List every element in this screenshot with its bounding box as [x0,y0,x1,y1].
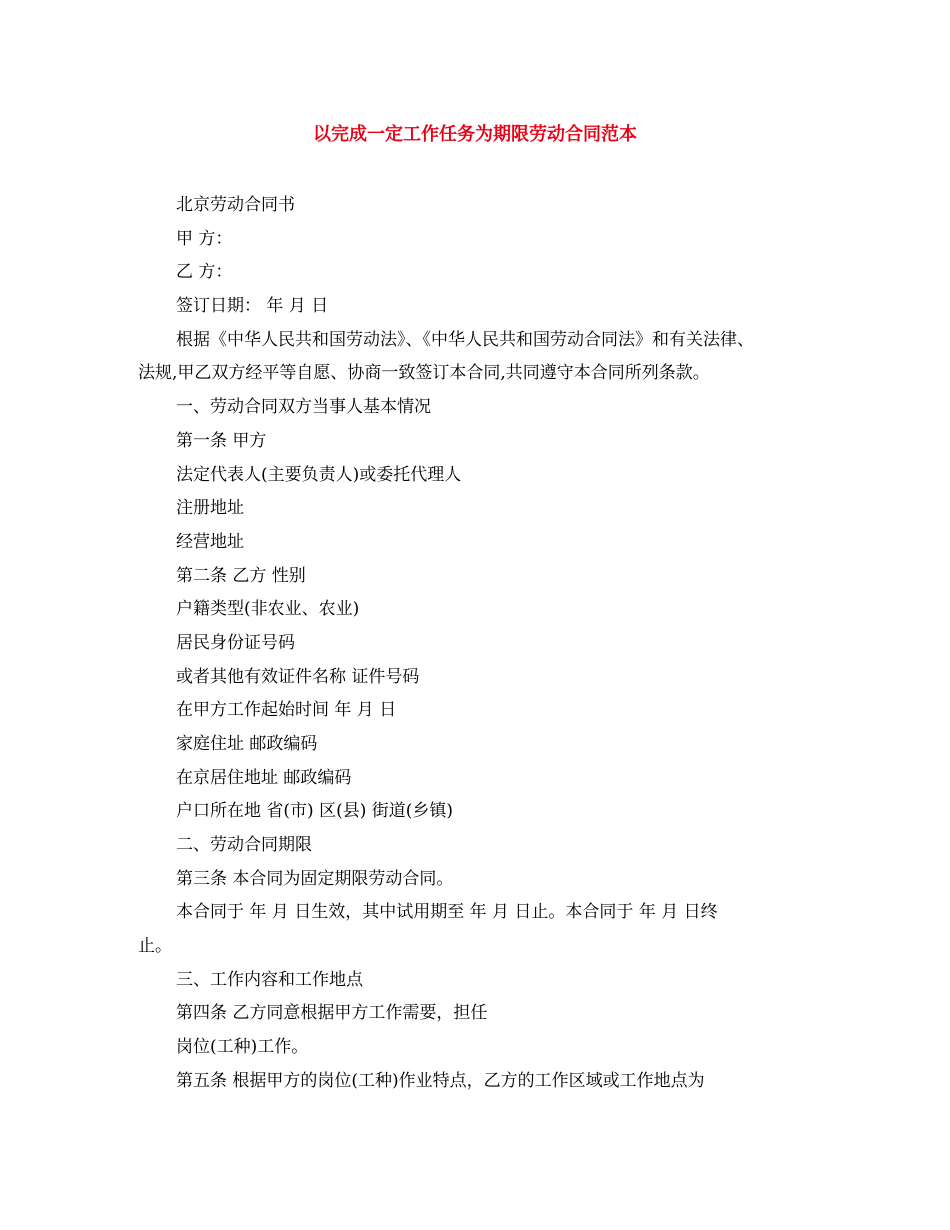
line-home-address: 家庭住址 邮政编码 [176,734,318,754]
line-contract-term-1: 本合同于 年 月 日生效，其中试用期至 年 月 日止。本合同于 年 月 日终 [176,902,718,922]
line-other-id: 或者其他有效证件名称 证件号码 [176,667,420,687]
line-hukou-location: 户口所在地 省(市) 区(县) 街道(乡镇) [176,801,454,821]
line-section-1-heading: 一、劳动合同双方当事人基本情况 [176,397,431,417]
line-article-2: 第二条 乙方 性别 [176,566,306,586]
line-registered-address: 注册地址 [176,498,244,518]
line-contract-term-2: 止。 [138,936,172,956]
line-article-5: 第五条 根据甲方的岗位(工种)作业特点，乙方的工作区域或工作地点为 [176,1071,705,1091]
line-sign-date: 签订日期： 年 月 日 [176,296,329,316]
line-beijing-address: 在京居住地址 邮政编码 [176,768,352,788]
line-preamble-1: 根据《中华人民共和国劳动法》、《中华人民共和国劳动合同法》和有关法律、 [176,330,754,350]
line-section-3-heading: 三、工作内容和工作地点 [176,970,363,990]
line-id-number: 居民身份证号码 [176,633,295,653]
line-preamble-2: 法规,甲乙双方经平等自愿、协商一致签订本合同,共同遵守本合同所列条款。 [138,363,710,383]
line-article-4: 第四条 乙方同意根据甲方工作需要，担任 [176,1003,488,1023]
line-section-2-heading: 二、劳动合同期限 [176,835,312,855]
line-post-type: 岗位(工种)工作。 [176,1037,309,1057]
line-business-address: 经营地址 [176,532,244,552]
line-contract-name: 北京劳动合同书 [176,195,295,215]
line-party-b: 乙 方： [176,262,233,282]
line-household-type: 户籍类型(非农业、农业) [176,599,360,619]
document-title: 以完成一定工作任务为期限劳动合同范本 [313,124,637,145]
line-article-1: 第一条 甲方 [176,431,267,451]
line-article-3: 第三条 本合同为固定期限劳动合同。 [176,869,454,889]
line-legal-representative: 法定代表人(主要负责人)或委托代理人 [176,465,462,485]
line-party-a: 甲 方： [176,229,233,249]
line-start-time: 在甲方工作起始时间 年 月 日 [176,700,397,720]
